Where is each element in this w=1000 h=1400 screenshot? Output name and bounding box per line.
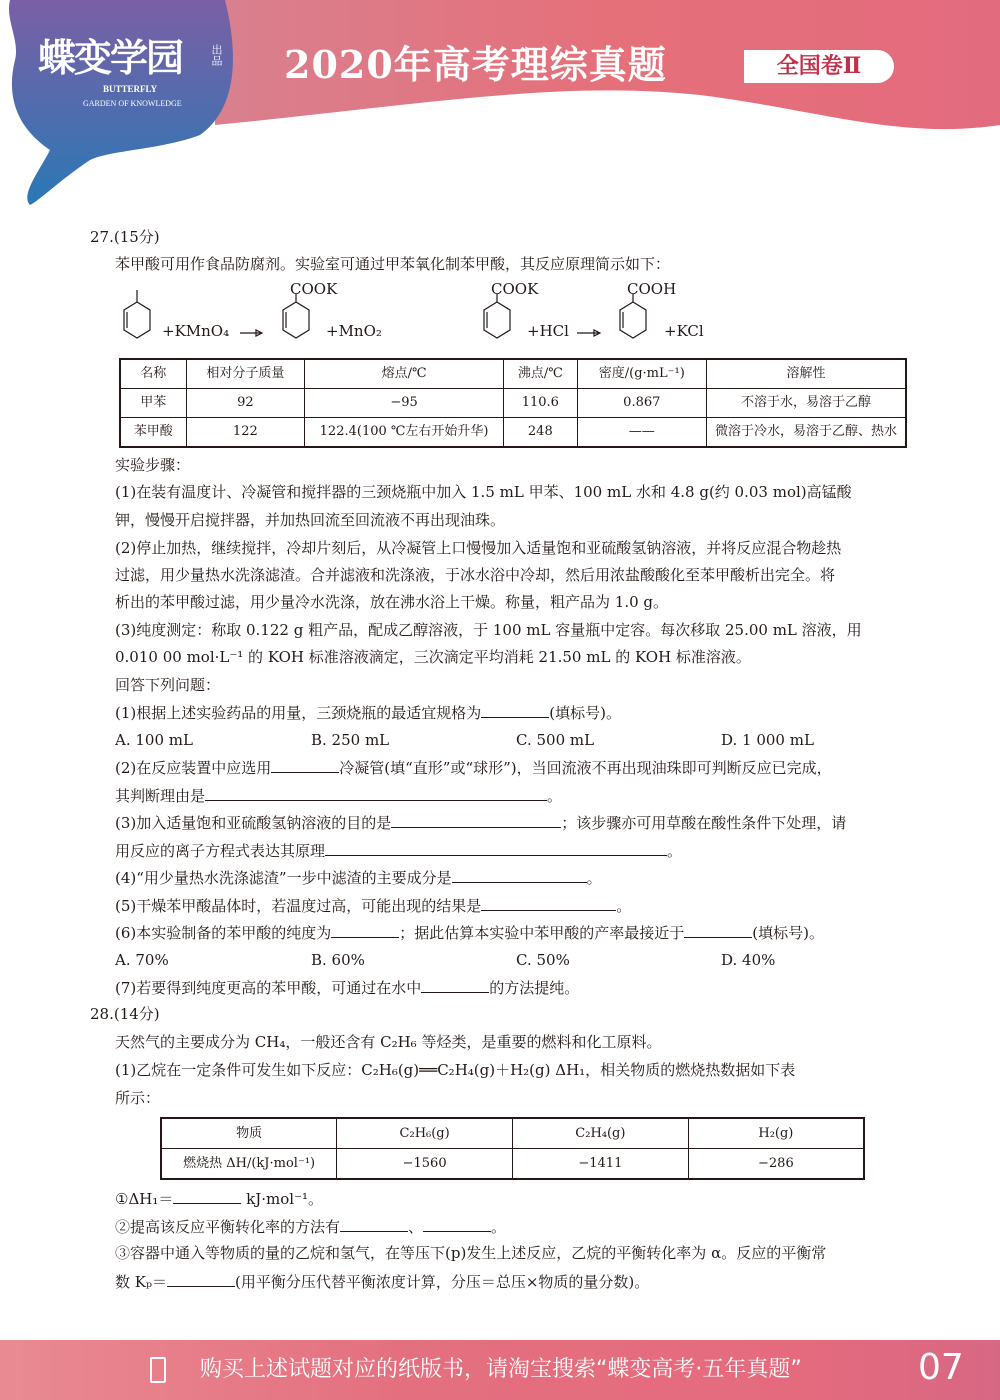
q28-item-3-line-1: ③容器中通入等物质的量的乙烷和氢气，在等压下(p)发生上述反应，乙烷的平衡转化率为 α。反应的平衡常 bbox=[115, 1244, 827, 1262]
option-d: D. 40% bbox=[721, 951, 776, 969]
logo-english-2: GARDEN OF KNOWLEDGE bbox=[83, 99, 182, 108]
table-header: 物质 bbox=[161, 1118, 337, 1149]
question-5 bbox=[115, 895, 631, 916]
q27-heading: 27.(15分) bbox=[90, 228, 160, 246]
answer-blank[interactable] bbox=[481, 702, 549, 718]
page-number: 07 bbox=[918, 1347, 964, 1388]
reactant-group-cook: COOK bbox=[491, 280, 539, 298]
table-cell: 110.6 bbox=[504, 389, 577, 418]
answer-blank[interactable] bbox=[167, 1271, 235, 1287]
table-header: 密度/(g·mL⁻¹) bbox=[577, 359, 706, 389]
table-header: H₂(g) bbox=[688, 1118, 864, 1149]
option-c: C. 50% bbox=[516, 951, 570, 969]
table-header: 熔点/℃ bbox=[305, 359, 504, 389]
question-text: 。 bbox=[667, 842, 683, 860]
table-cell: 248 bbox=[504, 418, 577, 448]
table-cell: 燃烧热 ΔH/(kJ·mol⁻¹) bbox=[161, 1149, 337, 1180]
step-2-line-3: 析出的苯甲酸过滤，用少量冷水洗涤，放在沸水浴上干燥。称量，粗产品为 1.0 g。 bbox=[115, 593, 668, 611]
logo-text: 蝶变学园 bbox=[38, 36, 183, 80]
answer-blank[interactable] bbox=[452, 867, 587, 883]
question-text: ；该步骤亦可用草酸在酸性条件下处理，请 bbox=[561, 814, 847, 832]
answer-heading: 回答下列问题： bbox=[115, 676, 221, 694]
answer-blank[interactable] bbox=[421, 977, 489, 993]
step-3-line-1: (3)纯度测定：称取 0.122 g 粗产品，配成乙醇溶液，于 100 mL 容量瓶中定容。每次移取 25.00 mL 溶液，用 bbox=[115, 621, 862, 639]
table-cell: 不溶于水，易溶于乙醇 bbox=[707, 389, 907, 418]
table-header-row bbox=[120, 359, 906, 389]
paper-badge: 全国卷Ⅱ bbox=[744, 50, 894, 83]
question-text: (5)干燥苯甲酸晶体时，若温度过高，可能出现的结果是 bbox=[115, 897, 482, 915]
answer-blank[interactable] bbox=[423, 1216, 491, 1232]
footer-banner bbox=[0, 1340, 1000, 1400]
option-b: B. 60% bbox=[311, 951, 365, 969]
question-text: (6)本实验制备的苯甲酸的纯度为 bbox=[115, 924, 332, 942]
logo-chupin: 出品 bbox=[210, 44, 223, 66]
question-6 bbox=[115, 922, 824, 943]
table-row bbox=[161, 1149, 864, 1180]
table-header: C₂H₄(g) bbox=[513, 1118, 689, 1149]
page-title: 2020年高考理综真题 bbox=[284, 42, 667, 87]
byproduct-kcl: +KCl bbox=[664, 322, 704, 340]
table-cell: −286 bbox=[688, 1149, 864, 1180]
option-c: C. 500 mL bbox=[516, 731, 595, 749]
step-1-line-2: 钾，慢慢开启搅拌器，并加热回流至回流液不再出现油珠。 bbox=[115, 511, 506, 529]
answer-blank[interactable] bbox=[325, 840, 667, 856]
question-text: 。 bbox=[616, 897, 632, 915]
answer-blank[interactable] bbox=[205, 785, 547, 801]
table-row bbox=[120, 418, 906, 448]
phone-icon bbox=[150, 1357, 166, 1383]
question-text: 。 bbox=[491, 1218, 507, 1236]
reagent-kmno4: +KMnO₄ bbox=[162, 322, 230, 340]
footer-promo-text: 购买上述试题对应的纸版书，请淘宝搜索“蝶变高考·五年真题” bbox=[200, 1357, 802, 1382]
logo-english-1: BUTTERFLY bbox=[103, 84, 158, 94]
question-text: 其判断理由是 bbox=[115, 787, 206, 805]
q27-intro: 苯甲酸可用作食品防腐剂。实验室可通过甲苯氧化制苯甲酸，其反应原理简示如下： bbox=[115, 255, 671, 273]
question-text: 的方法提纯。 bbox=[489, 979, 580, 997]
q28-heading: 28.(14分) bbox=[90, 1005, 160, 1023]
question-text: (填标号)。 bbox=[752, 924, 824, 942]
question-text: ②提高该反应平衡转化率的方法有 bbox=[115, 1218, 341, 1236]
question-text: 。 bbox=[547, 787, 563, 805]
answer-blank[interactable] bbox=[684, 922, 752, 938]
table-cell: 122 bbox=[186, 418, 305, 448]
question-7 bbox=[115, 977, 579, 998]
question-2-line-2 bbox=[115, 785, 562, 806]
table-header: C₂H₆(g) bbox=[337, 1118, 513, 1149]
byproduct-mno2: +MnO₂ bbox=[326, 322, 382, 340]
table-header: 溶解性 bbox=[707, 359, 907, 389]
step-1-line-1: (1)在装有温度计、冷凝管和搅拌器的三颈烧瓶中加入 1.5 mL 甲苯、100 mL 水和 4.8 g(约 0.03 mol)高锰酸 bbox=[115, 483, 852, 501]
question-text: 。 bbox=[586, 869, 602, 887]
table-header: 沸点/℃ bbox=[504, 359, 577, 389]
question-text: (1)根据上述实验药品的用量，三颈烧瓶的最适宜规格为 bbox=[115, 704, 482, 722]
q28-intro: 天然气的主要成分为 CH₄，一般还含有 C₂H₆ 等烃类，是重要的燃料和化工原料。 bbox=[115, 1033, 662, 1051]
answer-blank[interactable] bbox=[340, 1216, 408, 1232]
properties-table bbox=[119, 358, 907, 448]
answer-blank[interactable] bbox=[481, 895, 616, 911]
question-text: ①ΔH₁＝ bbox=[115, 1190, 174, 1208]
question-text: (用平衡分压代替平衡浓度计算，分压＝总压×物质的量分数)。 bbox=[234, 1273, 650, 1291]
option-a: A. 70% bbox=[115, 951, 169, 969]
table-cell: −1411 bbox=[513, 1149, 689, 1180]
table-header: 名称 bbox=[120, 359, 186, 389]
q28-item-1 bbox=[115, 1188, 323, 1209]
table-cell: —— bbox=[577, 418, 706, 448]
product-group-cook: COOK bbox=[290, 280, 338, 298]
option-a: A. 100 mL bbox=[115, 731, 193, 749]
step-3-line-2: 0.010 00 mol·L⁻¹ 的 KOH 标准溶液滴定，三次滴定平均消耗 21.50 mL 的 KOH 标准溶液。 bbox=[115, 648, 751, 666]
answer-blank[interactable] bbox=[271, 757, 339, 773]
q28-item-2 bbox=[115, 1216, 506, 1237]
question-text: 、 bbox=[408, 1218, 424, 1236]
question-text: 数 Kₚ＝ bbox=[115, 1273, 167, 1291]
step-2-line-2: 过滤，用少量热水洗涤滤渣。合并滤液和洗涤液，于冰水浴中冷却，然后用浓盐酸酸化至苯甲酸析出完全。将 bbox=[115, 566, 836, 584]
table-cell: −95 bbox=[305, 389, 504, 418]
table-cell: 0.867 bbox=[577, 389, 706, 418]
combustion-heat-table bbox=[160, 1117, 865, 1180]
answer-blank[interactable] bbox=[173, 1188, 241, 1204]
table-cell: 甲苯 bbox=[120, 389, 186, 418]
question-text: ；据此估算本实验中苯甲酸的产率最接近于 bbox=[399, 924, 685, 942]
q28-item-3-line-2 bbox=[115, 1271, 649, 1292]
step-2-line-1: (2)停止加热，继续搅拌，冷却片刻后，从冷凝管上口慢慢加入适量饱和亚硫酸氢钠溶液，并将反应混合物趁热 bbox=[115, 539, 842, 557]
question-text: (填标号)。 bbox=[549, 704, 621, 722]
product-group-cooh: COOH bbox=[627, 280, 677, 298]
option-d: D. 1 000 mL bbox=[721, 731, 814, 749]
table-cell: 122.4(100 ℃左右开始升华) bbox=[305, 418, 504, 448]
table-cell: 92 bbox=[186, 389, 305, 418]
table-cell: 微溶于冷水，易溶于乙醇、热水 bbox=[707, 418, 907, 448]
table-cell: −1560 bbox=[337, 1149, 513, 1180]
table-cell: 苯甲酸 bbox=[120, 418, 186, 448]
question-text: 用反应的离子方程式表达其原理 bbox=[115, 842, 326, 860]
q28-part-1-line-1: (1)乙烷在一定条件可发生如下反应：C₂H₆(g)══C₂H₄(g)＋H₂(g) ΔH₁，相关物质的燃烧热数据如下表 bbox=[115, 1061, 796, 1079]
question-3 bbox=[115, 812, 846, 833]
table-header: 相对分子质量 bbox=[186, 359, 305, 389]
question-1 bbox=[115, 702, 621, 723]
option-b: B. 250 mL bbox=[311, 731, 390, 749]
question-text: kJ·mol⁻¹。 bbox=[241, 1190, 323, 1208]
question-text: 冷凝管(填“直形”或“球形”)，当回流液不再出现油珠即可判断反应已完成， bbox=[339, 759, 832, 777]
answer-blank[interactable] bbox=[331, 922, 399, 938]
question-text: (7)若要得到纯度更高的苯甲酸，可通过在水中 bbox=[115, 979, 422, 997]
question-2 bbox=[115, 757, 832, 778]
table-header-row bbox=[161, 1118, 864, 1149]
question-4 bbox=[115, 867, 602, 888]
answer-blank[interactable] bbox=[391, 812, 561, 828]
steps-heading: 实验步骤： bbox=[115, 456, 191, 474]
question-text: (2)在反应装置中应选用 bbox=[115, 759, 272, 777]
reagent-hcl: +HCl bbox=[527, 322, 569, 340]
question-text: (4)“用少量热水洗涤滤渣”一步中滤渣的主要成分是 bbox=[115, 869, 452, 887]
q28-part-1-line-2: 所示： bbox=[115, 1089, 161, 1107]
question-3-line-2 bbox=[115, 840, 682, 861]
question-text: (3)加入适量饱和亚硫酸氢钠溶液的目的是 bbox=[115, 814, 392, 832]
table-row bbox=[120, 389, 906, 418]
